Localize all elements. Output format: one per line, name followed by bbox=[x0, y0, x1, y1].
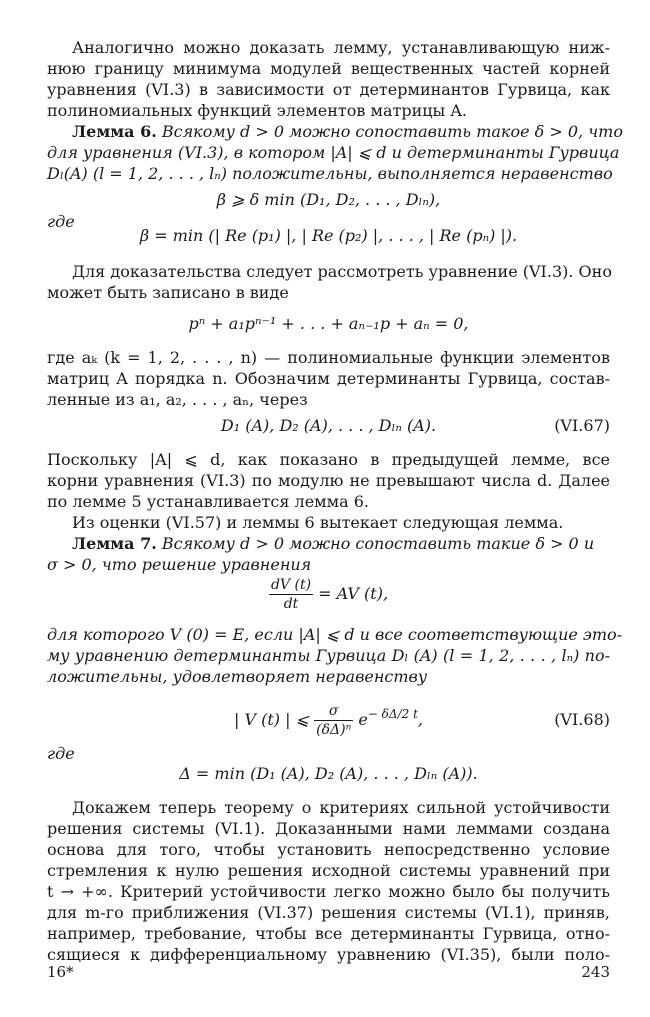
text-line: Для доказательства следует рассмотреть уравнение (VI.3). Оно bbox=[72, 262, 612, 281]
equation-polynomial: pⁿ + a₁pⁿ⁻¹ + . . . + aₙ₋₁p + aₙ = 0, bbox=[188, 314, 469, 333]
text-line: основа для того, чтобы установить непосредственно условие bbox=[47, 840, 610, 859]
bound-exp-base: e bbox=[358, 710, 368, 729]
lemma6-text: Всякому d > 0 можно сопоставить такое δ > 0, что bbox=[161, 122, 623, 141]
equation-ode bbox=[47, 574, 610, 614]
lemma6-text: Dₗ(A) (l = 1, 2, . . . , lₙ) положительны, выполняется неравенство bbox=[47, 164, 613, 183]
text-line: t → +∞. Критерий устойчивости легко можно было бы получить bbox=[47, 882, 610, 901]
text-line: где aₖ (k = 1, 2, . . . , n) — полиномиальные функции элементов bbox=[47, 348, 610, 367]
text-line: для m-го приближения (VI.37) решения системы (VI.1), приняв, bbox=[47, 903, 610, 922]
bound-numerator: σ bbox=[314, 702, 353, 721]
where-word: где bbox=[47, 744, 75, 763]
text-line: Докажем теперь теорему о критериях сильной устойчивости bbox=[72, 798, 610, 817]
text-line: уравнения (VI.3) в зависимости от детерминантов Гурвица, как bbox=[47, 80, 610, 99]
lemma7-heading: Лемма 7. bbox=[72, 534, 157, 553]
equation-bound bbox=[47, 700, 610, 741]
lemma6-first-line bbox=[47, 122, 623, 142]
text-line: например, требование, чтобы все детерминанты Гурвица, отно- bbox=[47, 924, 610, 943]
text-line: сящиеся к дифференциальному уравнению (VI.35), были поло- bbox=[47, 945, 610, 964]
equation-determinants: D₁ (A), D₂ (A), . . . , Dₗₙ (A). bbox=[220, 416, 437, 435]
lemma7-text: ложительны, удовлетворяет неравенству bbox=[47, 667, 428, 686]
lemma6-text: для уравнения (VI.3), в котором |A| ⩽ d и детерминанты Гурвица bbox=[47, 143, 620, 162]
bound-denominator: (δΔ)ⁿ bbox=[316, 722, 352, 738]
ode-rhs: = AV (t), bbox=[318, 584, 389, 603]
text-line: нюю границу минимума модулей вещественных частей корней bbox=[47, 59, 610, 78]
text-line: по лемме 5 устанавливается лемма 6. bbox=[47, 492, 369, 511]
text-line: может быть записано в виде bbox=[47, 283, 289, 302]
bound-lhs: | V (t) | ⩽ bbox=[234, 710, 310, 729]
equation-number: (VI.67) bbox=[554, 416, 610, 435]
lemma7-text: му уравнению детерминанты Гурвица Dₗ (A) (l = 1, 2, . . . , lₙ) по- bbox=[47, 646, 610, 665]
text-line: полиномиальных функций элементов матрицы A. bbox=[47, 101, 467, 120]
ode-denominator: dt bbox=[283, 596, 299, 612]
where-word: где bbox=[47, 212, 75, 231]
signature-mark: 16* bbox=[47, 963, 74, 981]
page-number: 243 bbox=[581, 963, 610, 981]
equation-beta-definition: β = min (| Re (p₁) |, | Re (p₂) |, . . . , | Re (pₙ) |). bbox=[139, 226, 518, 245]
equation-delta: Δ = min (D₁ (A), D₂ (A), . . . , Dₗₙ (A)). bbox=[179, 764, 478, 783]
lemma7-text: для которого V (0) = E, если |A| ⩽ d и все соответствующие это- bbox=[47, 625, 623, 644]
text-line: решения системы (VI.1). Доказанными нами леммами создана bbox=[47, 819, 610, 838]
text-line: Поскольку |A| ⩽ d, как показано в предыдущей лемме, все bbox=[47, 450, 610, 469]
ode-numerator: dV (t) bbox=[270, 577, 312, 593]
bound-tail: , bbox=[417, 710, 423, 729]
lemma7-first-line bbox=[47, 534, 610, 554]
lemma6-heading: Лемма 6. bbox=[72, 122, 157, 141]
text-line: корни уравнения (VI.3) по модулю не превышают числа d. Далее bbox=[47, 471, 610, 490]
text-line: Аналогично можно доказать лемму, устанавливающую ниж- bbox=[72, 38, 610, 57]
bound-exp-power: − δΔ/2 t bbox=[367, 707, 418, 721]
text-line: Из оценки (VI.57) и леммы 6 вытекает следующая лемма. bbox=[72, 513, 564, 532]
text-line: стремления к нулю решения исходной системы уравнений при bbox=[47, 861, 610, 880]
equation-beta-inequality: β ⩾ δ min (D₁, D₂, . . . , Dₗₙ), bbox=[216, 190, 441, 209]
text-line: матриц A порядка n. Обозначим детерминанты Гурвица, состав- bbox=[47, 369, 610, 388]
bound-fraction bbox=[314, 702, 353, 739]
ode-fraction bbox=[269, 576, 313, 613]
text-line: ленные из a₁, a₂, . . . , aₙ, через bbox=[47, 390, 308, 409]
lemma7-text: σ > 0, что решение уравнения bbox=[47, 555, 312, 574]
equation-number: (VI.68) bbox=[554, 710, 610, 729]
lemma7-text: Всякому d > 0 можно сопоставить такие δ > 0 и bbox=[161, 534, 595, 553]
